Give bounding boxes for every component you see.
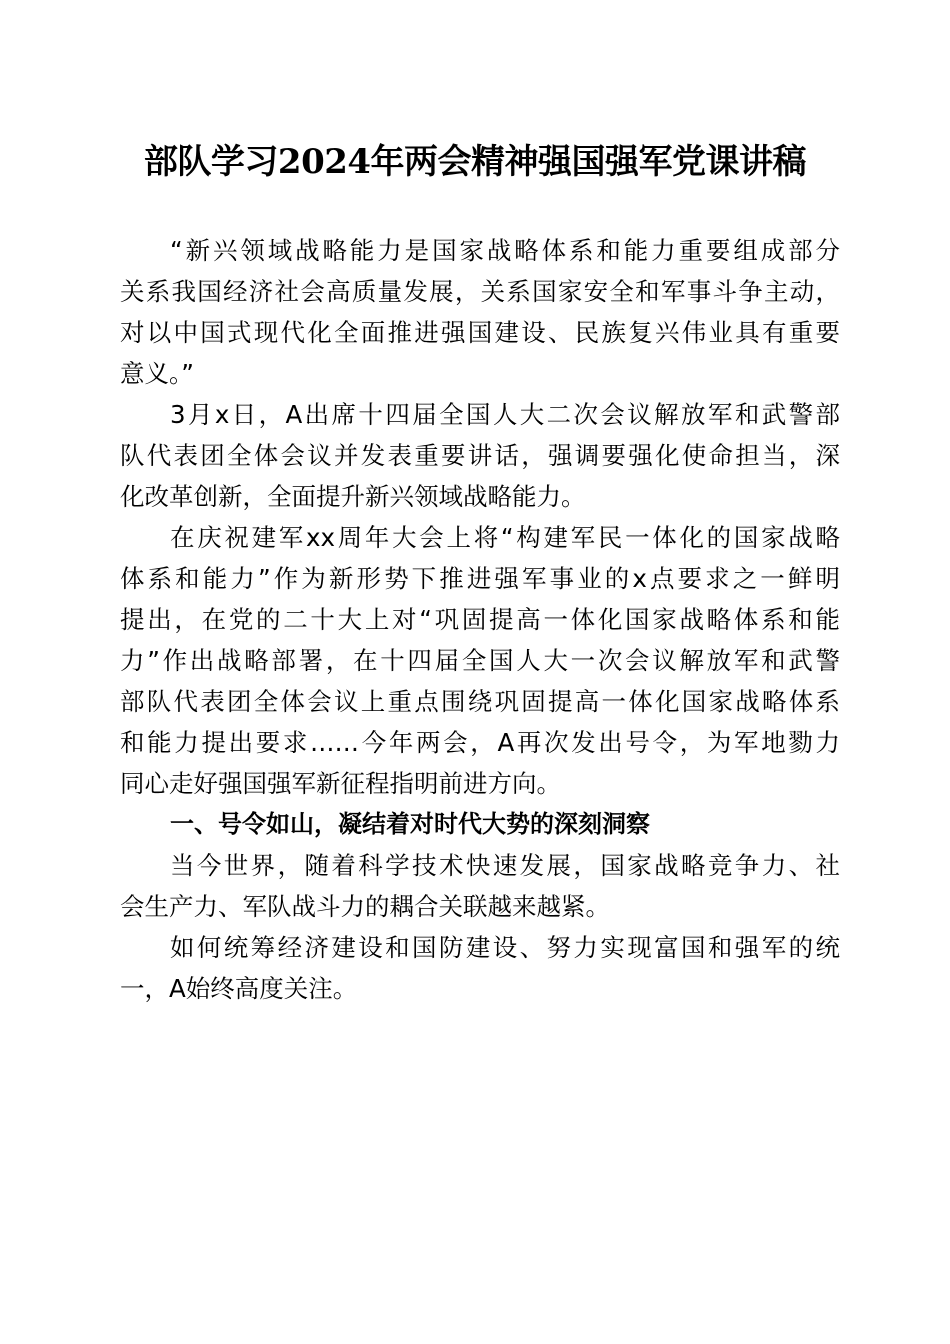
paragraph-line: 化改革创新，全面提升新兴领域战略能力。 [120,482,586,511]
paragraph-line: 同心走好强国强军新征程指明前进方向。 [120,769,561,798]
paragraph-line: 如何统筹经济建设和国防建设、努力实现富国和强军的统 [170,933,840,962]
paragraph-line: “新兴领域战略能力是国家战略体系和能力重要组成部分 [170,236,840,265]
paragraph-line: 意义。” [120,359,194,388]
paragraph-line: 当今世界，随着科学技术快速发展，国家战略竞争力、社 [170,851,840,880]
paragraph-quote [120,230,840,394]
paragraph-coordination [120,927,840,1009]
paragraph-world [120,845,840,927]
paragraph-line: 一，A始终高度关注。 [120,974,358,1003]
paragraph-meeting [120,394,840,517]
paragraph-line: 会生产力、军队战斗力的耦合关联越来越紧。 [120,892,610,921]
paragraph-line: 提出，在党的二十大上对“巩固提高一体化国家战略体系和能 [120,605,840,634]
paragraph-line: 队代表团全体会议并发表重要讲话，强调要强化使命担当，深 [120,441,840,470]
section-heading: 一、号令如山，凝结着对时代大势的深刻洞察 [170,810,650,838]
paragraph-line: 在庆祝建军xx周年大会上将“构建军民一体化的国家战略 [170,523,840,552]
paragraph-history [120,517,840,804]
document-title: 部队学习2024年两会精神强国强军党课讲稿 [143,142,807,182]
document-body [120,230,840,1009]
paragraph-line: 体系和能力”作为新形势下推进强军事业的x点要求之一鲜明 [120,564,840,593]
paragraph-line: 关系我国经济社会高质量发展，关系国家安全和军事斗争主动， [120,277,840,306]
paragraph-line: 部队代表团全体会议上重点围绕巩固提高一体化国家战略体系 [120,687,840,716]
paragraph-line: 力”作出战略部署，在十四届全国人大一次会议解放军和武警 [120,646,840,675]
paragraph-line: 和能力提出要求……今年两会，A再次发出号令，为军地勠力 [120,728,840,757]
paragraph-line: 对以中国式现代化全面推进强国建设、民族复兴伟业具有重要 [120,318,840,347]
paragraph-line: 3月x日，A出席十四届全国人大二次会议解放军和武警部 [170,400,840,429]
